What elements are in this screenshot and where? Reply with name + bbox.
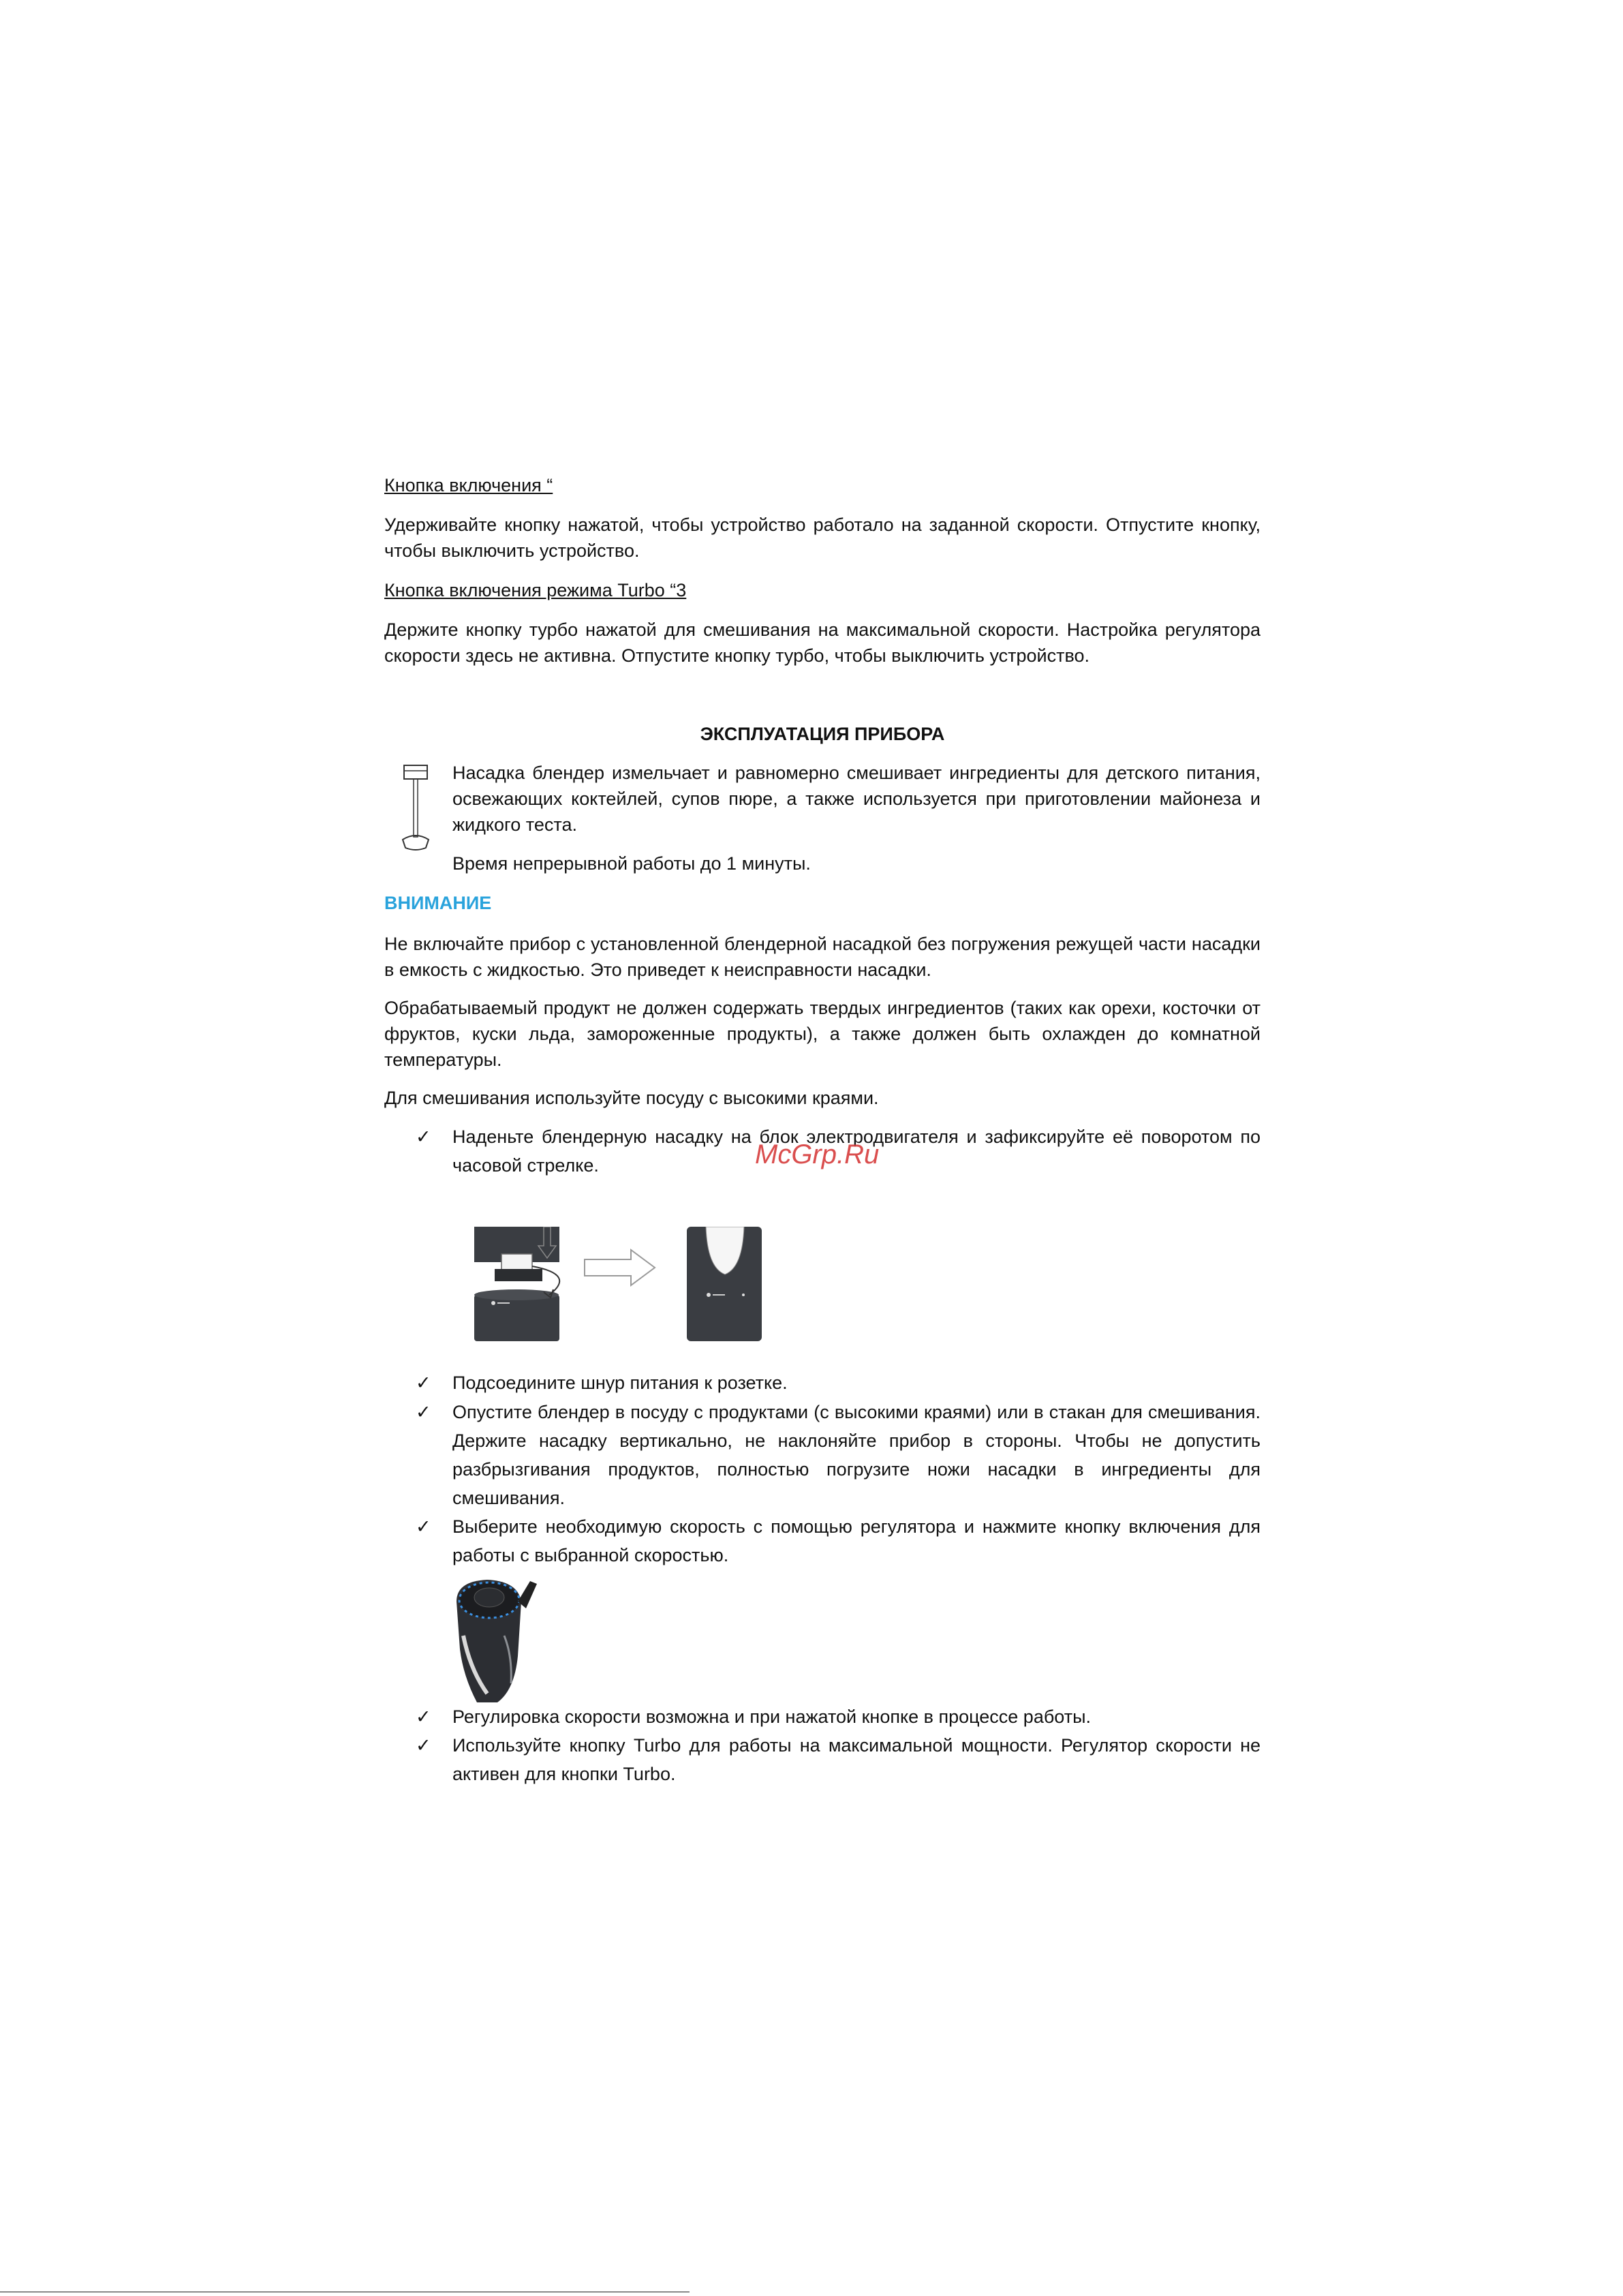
blender-description: Насадка блендер измельчает и равномерно смешивает ингредиенты для детского питания, освежающих коктейлей, супов пюре, а также используется при приготовлении майонеза и жидкого теста. [452, 763, 1261, 835]
warning-paragraph-2: Обрабатываемый продукт не должен содержать твердых ингредиентов (таких как орехи, косточки от фруктов, куски льда, замороженные продукты), а также должен быть охлажден до комнатной температуры. [384, 998, 1261, 1070]
check-icon: ✓ [416, 1516, 431, 1537]
runtime-note: Время непрерывной работы до 1 минуты. [452, 853, 811, 874]
step-text: Регулировка скорости возможна и при нажатой кнопке в процессе работы. [452, 1706, 1091, 1727]
turbo-button-text: Держите кнопку турбо нажатой для смешивания на максимальной скорости. Настройка регулятора скорости здесь не активна. Отпустите кнопку турбо, чтобы выключить устройство. [384, 619, 1261, 666]
check-icon: ✓ [416, 1706, 431, 1727]
check-icon: ✓ [416, 1735, 431, 1756]
step-2 [416, 1368, 1261, 1397]
step-text: Выберите необходимую скорость с помощью регулятора и нажмите кнопку включения для работы с выбранной скоростью. [452, 1516, 1261, 1565]
blender-attachment-icon [399, 763, 433, 855]
step-text: Наденьте блендерную насадку на блок электродвигателя и зафиксируйте её поворотом по часовой стрелке. [452, 1127, 1261, 1176]
check-icon: ✓ [416, 1127, 431, 1147]
warning-paragraph-3: Для смешивания используйте посуду с высокими краями. [384, 1088, 879, 1108]
step-6 [416, 1731, 1261, 1788]
check-icon: ✓ [416, 1402, 431, 1422]
page-bottom-rule [0, 2291, 690, 2293]
step-5 [416, 1702, 1261, 1731]
turbo-button-heading: Кнопка включения режима Turbo “3 [384, 580, 687, 600]
step-text: Подсоедините шнур питания к розетке. [452, 1373, 788, 1393]
watermark: McGrp.Ru [755, 1139, 880, 1169]
step-4 [416, 1512, 1261, 1570]
step-3 [416, 1398, 1261, 1512]
warning-paragraph-1: Не включайте прибор с установленной блендерной насадкой без погружения режущей части насадки в емкость с жидкостью. Это приведет к неисправности насадки. [384, 934, 1261, 980]
operation-title: ЭКСПЛУАТАЦИЯ ПРИБОРА [700, 724, 945, 744]
step-text: Опустите блендер в посуду с продуктами (с высокими краями) или в стакан для смешивания. Держите насадку вертикально, не наклоняйте прибор в стороны. Чтобы не допустить разбрызгивания продуктов, полностью погрузите ножи насадки в ингредиенты для смешивания. [452, 1402, 1261, 1508]
attachment-assembly-illustration [467, 1227, 774, 1343]
step-text: Используйте кнопку Turbo для работы на максимальной мощности. Регулятор скорости не активен для кнопки Turbo. [452, 1735, 1261, 1784]
power-button-text: Удерживайте кнопку нажатой, чтобы устройство работало на заданной скорости. Отпустите кнопку, чтобы выключить устройство. [384, 515, 1261, 561]
power-button-heading: Кнопка включения “ [384, 475, 553, 495]
check-icon: ✓ [416, 1373, 431, 1393]
warning-label: ВНИМАНИЕ [384, 893, 492, 913]
speed-dial-illustration [450, 1574, 552, 1704]
